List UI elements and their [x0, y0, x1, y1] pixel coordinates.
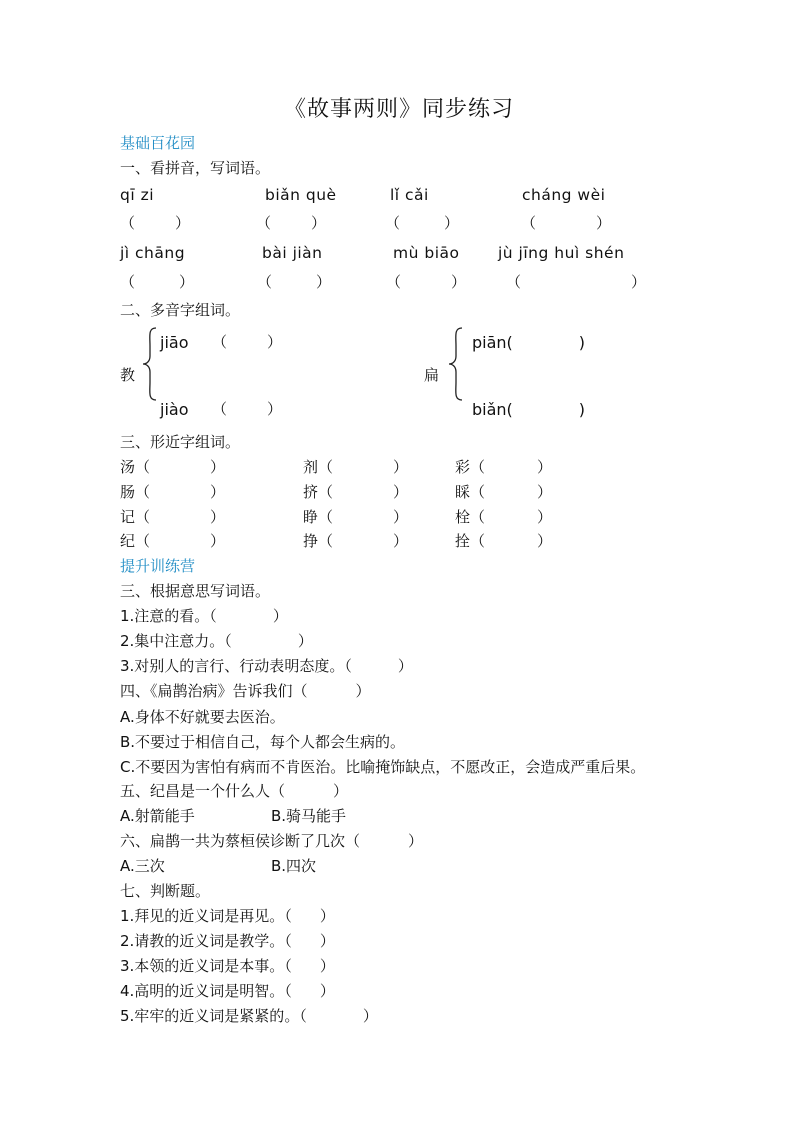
answer-blank[interactable] [120, 216, 190, 231]
similar-char-item[interactable] [120, 534, 225, 549]
open-paren: （ [120, 214, 136, 232]
answer-blank[interactable] [120, 275, 194, 290]
close-paren: ） [397, 657, 413, 675]
answer-blank[interactable] [506, 275, 646, 290]
similar-char: 汤 [120, 458, 136, 476]
judge-item[interactable] [120, 984, 335, 999]
pinyin-6: bài jiàn [262, 244, 323, 262]
close-paren: ） [451, 273, 467, 291]
similar-char-item[interactable] [455, 510, 552, 525]
close-paren: ) [578, 333, 586, 352]
similar-char: 睁 [303, 508, 319, 526]
option-b[interactable]: B.四次 [271, 857, 317, 875]
reading-pian[interactable] [472, 335, 585, 351]
close-paren: ） [393, 532, 409, 550]
similar-char-item[interactable] [455, 534, 552, 549]
open-paren: （ [385, 214, 401, 232]
q7-heading-text: 六、扁鹊一共为蔡桓侯诊断了几次（ [120, 832, 361, 850]
similar-char: 剂 [303, 458, 319, 476]
judge-item-text: 1.拜见的近义词是再见。（ [120, 907, 292, 925]
close-paren: ） [319, 957, 335, 975]
similar-char: 栓 [455, 508, 471, 526]
similar-char-item[interactable] [120, 510, 225, 525]
pinyin-8: jù jīng huì shén [498, 244, 625, 262]
judge-item-text: 5.牢牢的近义词是紧紧的。（ [120, 1007, 307, 1025]
open-paren: （ [470, 458, 486, 476]
pinyin-2: biǎn què [265, 186, 337, 204]
close-paren: ） [393, 458, 409, 476]
similar-char-item[interactable] [120, 460, 225, 475]
open-paren: （ [212, 333, 228, 351]
open-paren: （ [318, 483, 334, 501]
open-paren: （ [470, 483, 486, 501]
close-paren: ） [210, 458, 226, 476]
judge-item[interactable] [120, 909, 335, 924]
polyphone-char-jiao: 教 [120, 366, 136, 384]
similar-char: 记 [120, 508, 136, 526]
answer-blank[interactable] [212, 402, 282, 417]
option-b[interactable]: B.不要过于相信自己，每个人都会生病的。 [120, 733, 406, 751]
pinyin-7: mù biāo [393, 244, 460, 262]
q1-heading: 一、看拼音，写词语。 [120, 159, 271, 177]
q6-heading[interactable] [120, 784, 348, 799]
q4-heading: 三、根据意思写词语。 [120, 582, 271, 600]
close-paren: ） [297, 632, 313, 650]
close-paren: ） [179, 273, 195, 291]
reading-pian-text: piān( [472, 333, 513, 352]
judge-item[interactable] [120, 934, 335, 949]
close-paren: ） [537, 458, 553, 476]
judge-item-text: 4.高明的近义词是明智。（ [120, 982, 292, 1000]
q2-heading: 二、多音字组词。 [120, 301, 241, 319]
close-paren: ） [537, 508, 553, 526]
close-paren: ） [267, 333, 283, 351]
q4-item-text: 2.集中注意力。（ [120, 632, 232, 650]
open-paren: （ [318, 508, 334, 526]
close-paren: ） [311, 214, 327, 232]
open-paren: （ [120, 273, 136, 291]
open-paren: （ [470, 532, 486, 550]
option-a[interactable]: A.射箭能手 [120, 807, 195, 825]
similar-char: 睬 [455, 483, 471, 501]
q4-item-text: 1.注意的看。（ [120, 607, 217, 625]
q4-item[interactable] [120, 659, 413, 674]
close-paren: ） [444, 214, 460, 232]
pinyin-4: cháng wèi [522, 186, 606, 204]
close-paren: ） [537, 532, 553, 550]
q4-item[interactable] [120, 634, 313, 649]
judge-item-text: 3.本领的近义词是本事。（ [120, 957, 292, 975]
close-paren: ） [316, 273, 332, 291]
similar-char-item[interactable] [455, 460, 552, 475]
open-paren: （ [135, 483, 151, 501]
close-paren: ） [408, 832, 424, 850]
section-advanced: 提升训练营 [120, 557, 196, 575]
q4-item-text: 3.对别人的言行、行动表明态度。（ [120, 657, 352, 675]
open-paren: （ [135, 532, 151, 550]
similar-char: 挣 [303, 532, 319, 550]
reading-bian-text: biǎn( [472, 400, 513, 419]
judge-item[interactable] [120, 959, 335, 974]
open-paren: （ [386, 273, 402, 291]
open-paren: （ [506, 273, 522, 291]
open-paren: （ [318, 458, 334, 476]
q5-heading[interactable] [120, 684, 371, 699]
page-title: 《故事两则》同步练习 [284, 97, 515, 122]
close-paren: ） [319, 907, 335, 925]
q3-heading: 三、形近字组词。 [120, 433, 241, 451]
open-paren: （ [135, 508, 151, 526]
similar-char: 纪 [120, 532, 136, 550]
answer-blank[interactable] [521, 216, 611, 231]
pinyin-1: qī zi [120, 186, 155, 204]
answer-blank[interactable] [386, 275, 466, 290]
close-paren: ） [319, 982, 335, 1000]
option-a[interactable]: A.身体不好就要去医治。 [120, 708, 285, 726]
section-basic: 基础百花园 [120, 134, 196, 152]
close-paren: ） [175, 214, 191, 232]
close-paren: ） [631, 273, 647, 291]
similar-char: 肠 [120, 483, 136, 501]
reading-bian[interactable] [472, 402, 585, 418]
reading-jiao4: jiào [160, 400, 189, 419]
judge-item-text: 2.请教的近义词是教学。（ [120, 932, 292, 950]
close-paren: ） [355, 682, 371, 700]
similar-char: 彩 [455, 458, 471, 476]
close-paren: ） [333, 782, 349, 800]
option-a[interactable]: A.三次 [120, 857, 165, 875]
q6-heading-text: 五、纪昌是一个什么人（ [120, 782, 286, 800]
similar-char-item[interactable] [303, 460, 408, 475]
open-paren: （ [257, 273, 273, 291]
q7-heading[interactable] [120, 834, 423, 849]
brace-icon [142, 326, 158, 402]
close-paren: ） [362, 1007, 378, 1025]
open-paren: （ [212, 400, 228, 418]
option-b[interactable]: B.骑马能手 [271, 807, 347, 825]
answer-blank[interactable] [257, 275, 331, 290]
answer-blank[interactable] [385, 216, 459, 231]
close-paren: ) [578, 400, 586, 419]
close-paren: ） [537, 483, 553, 501]
brace-icon [448, 326, 464, 402]
q4-item[interactable] [120, 609, 288, 624]
polyphone-char-bian: 扁 [424, 366, 440, 384]
pinyin-3: lǐ cǎi [390, 186, 429, 204]
close-paren: ） [210, 532, 226, 550]
similar-char-item[interactable] [455, 485, 552, 500]
close-paren: ） [267, 400, 283, 418]
close-paren: ） [319, 932, 335, 950]
pinyin-5: jì chāng [120, 244, 186, 262]
similar-char: 拴 [455, 532, 471, 550]
option-c[interactable]: C.不要因为害怕有病而不肯医治。比喻掩饰缺点，不愿改正，会造成严重后果。 [120, 758, 646, 776]
open-paren: （ [470, 508, 486, 526]
judge-item[interactable] [120, 1009, 378, 1024]
open-paren: （ [521, 214, 537, 232]
similar-char-item[interactable] [303, 534, 408, 549]
answer-blank[interactable] [256, 216, 326, 231]
close-paren: ） [393, 483, 409, 501]
answer-blank[interactable] [212, 335, 282, 350]
reading-jiao1: jiāo [160, 333, 189, 352]
open-paren: （ [256, 214, 272, 232]
open-paren: （ [135, 458, 151, 476]
close-paren: ） [210, 483, 226, 501]
similar-char-item[interactable] [120, 485, 225, 500]
close-paren: ） [272, 607, 288, 625]
similar-char: 挤 [303, 483, 319, 501]
close-paren: ） [393, 508, 409, 526]
close-paren: ） [210, 508, 226, 526]
similar-char-item[interactable] [303, 485, 408, 500]
q8-heading: 七、判断题。 [120, 882, 211, 900]
similar-char-item[interactable] [303, 510, 408, 525]
q5-heading-text: 四、《扁鹊治病》告诉我们（ [120, 682, 308, 700]
close-paren: ） [596, 214, 612, 232]
open-paren: （ [318, 532, 334, 550]
